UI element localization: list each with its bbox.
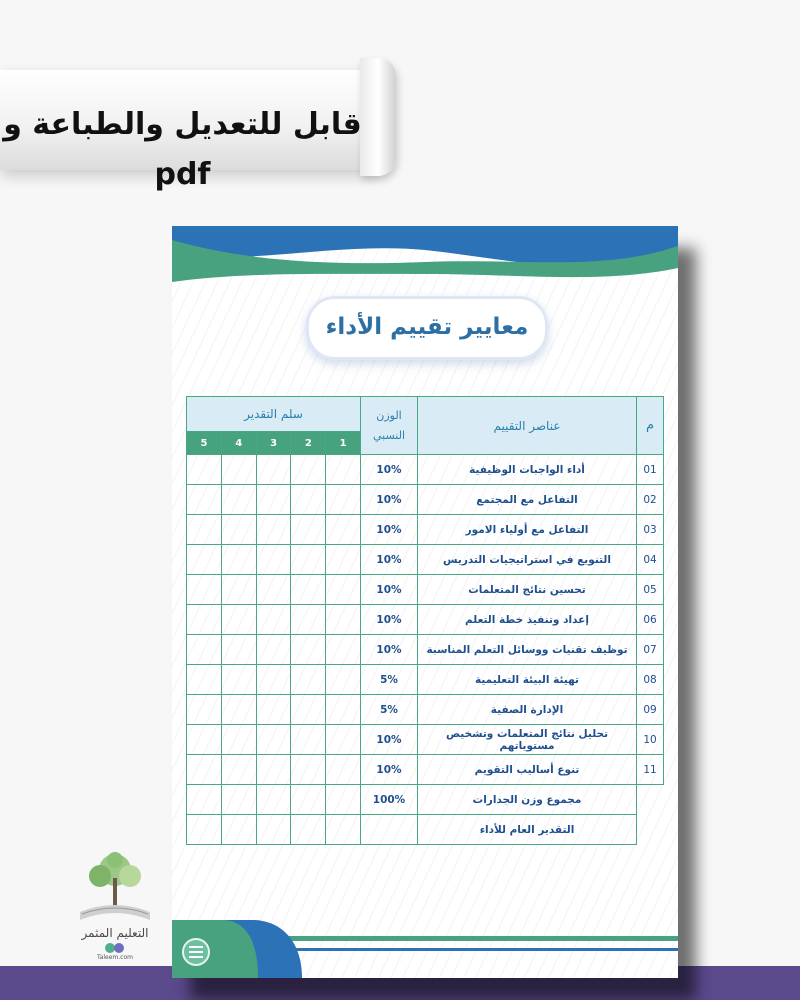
score-cell[interactable] <box>256 485 291 515</box>
score-cell[interactable] <box>256 575 291 605</box>
row-element: توظيف تقنيات ووسائل التعلم المناسبة <box>418 635 637 665</box>
row-weight: 10% <box>361 455 418 485</box>
row-weight: 10% <box>361 605 418 635</box>
table-row <box>187 515 664 545</box>
row-number: 07 <box>637 635 664 665</box>
evaluation-table <box>186 396 664 845</box>
table-row <box>187 695 664 725</box>
row-weight: 10% <box>361 725 418 755</box>
row-number: 08 <box>637 665 664 695</box>
tree-book-icon <box>70 850 160 930</box>
score-cell[interactable] <box>187 455 222 485</box>
score-cell[interactable] <box>326 485 361 515</box>
row-number: 01 <box>637 455 664 485</box>
score-cell[interactable] <box>256 785 291 815</box>
row-weight: 10% <box>361 755 418 785</box>
table-row <box>187 605 664 635</box>
score-cell[interactable] <box>291 455 326 485</box>
score-cell[interactable] <box>291 755 326 785</box>
score-cell[interactable] <box>291 665 326 695</box>
score-cell[interactable] <box>326 455 361 485</box>
scale-level: 4 <box>221 432 256 455</box>
score-cell[interactable] <box>221 605 256 635</box>
scale-level: 3 <box>256 432 291 455</box>
score-cell[interactable] <box>187 605 222 635</box>
score-cell[interactable] <box>326 815 361 845</box>
table-row <box>187 455 664 485</box>
score-cell[interactable] <box>187 665 222 695</box>
score-cell[interactable] <box>187 575 222 605</box>
scale-level: 2 <box>291 432 326 455</box>
score-cell[interactable] <box>291 545 326 575</box>
score-cell[interactable] <box>291 485 326 515</box>
score-cell[interactable] <box>291 695 326 725</box>
score-cell[interactable] <box>326 755 361 785</box>
row-weight: 5% <box>361 665 418 695</box>
scale-level: 1 <box>326 432 361 455</box>
row-number: 10 <box>637 725 664 755</box>
score-cell[interactable] <box>221 815 256 845</box>
score-cell[interactable] <box>221 455 256 485</box>
score-cell[interactable] <box>221 485 256 515</box>
score-cell[interactable] <box>326 695 361 725</box>
score-cell[interactable] <box>291 515 326 545</box>
score-cell[interactable] <box>326 665 361 695</box>
table-row <box>187 545 664 575</box>
score-cell[interactable] <box>256 605 291 635</box>
score-cell[interactable] <box>187 545 222 575</box>
score-cell[interactable] <box>221 785 256 815</box>
score-cell[interactable] <box>221 635 256 665</box>
document-page <box>172 226 678 978</box>
row-element: أداء الواجبات الوظيفية <box>418 455 637 485</box>
table-body <box>187 455 664 785</box>
score-cell[interactable] <box>256 545 291 575</box>
score-cell[interactable] <box>256 635 291 665</box>
banner-text: قابل للتعديل والطباعة و pdf <box>3 107 362 192</box>
table-row <box>187 575 664 605</box>
score-cell[interactable] <box>291 815 326 845</box>
header-wave <box>172 226 678 296</box>
score-cell[interactable] <box>326 605 361 635</box>
row-weight: 10% <box>361 635 418 665</box>
score-cell[interactable] <box>291 785 326 815</box>
score-cell[interactable] <box>187 725 222 755</box>
overall-row <box>187 815 664 845</box>
score-cell[interactable] <box>256 695 291 725</box>
score-cell[interactable] <box>187 755 222 785</box>
row-element: تنوع أساليب التقويم <box>418 755 637 785</box>
score-cell[interactable] <box>291 635 326 665</box>
logo-site: Taleem.com <box>97 954 133 961</box>
overall-spacer <box>637 815 664 845</box>
score-cell[interactable] <box>326 785 361 815</box>
header-scale: سلم التقدير <box>187 397 361 432</box>
total-weight: 100% <box>361 785 418 815</box>
score-cell[interactable] <box>291 725 326 755</box>
row-number: 02 <box>637 485 664 515</box>
score-cell[interactable] <box>221 695 256 725</box>
score-cell[interactable] <box>326 635 361 665</box>
score-cell[interactable] <box>187 695 222 725</box>
score-cell[interactable] <box>187 815 222 845</box>
header-weight <box>361 397 418 455</box>
row-element: الإدارة الصفية <box>418 695 637 725</box>
score-cell[interactable] <box>256 455 291 485</box>
score-cell[interactable] <box>221 725 256 755</box>
brand-logo <box>70 850 160 965</box>
table-row <box>187 485 664 515</box>
row-element: التفاعل مع أولياء الامور <box>418 515 637 545</box>
header-element: عناصر التقييم <box>418 397 637 455</box>
score-cell[interactable] <box>326 515 361 545</box>
header-weight-line1: الوزن <box>376 408 402 422</box>
document-title: معايير تقييم الأداء <box>325 314 529 340</box>
score-cell[interactable] <box>291 605 326 635</box>
score-cell[interactable] <box>187 515 222 545</box>
score-cell[interactable] <box>326 725 361 755</box>
logo-dots <box>70 941 160 955</box>
score-cell[interactable] <box>256 815 291 845</box>
table-row <box>187 635 664 665</box>
score-cell[interactable] <box>221 665 256 695</box>
row-number: 06 <box>637 605 664 635</box>
banner-curl <box>360 58 396 176</box>
score-cell[interactable] <box>221 755 256 785</box>
score-cell[interactable] <box>256 755 291 785</box>
row-weight: 10% <box>361 545 418 575</box>
total-label: مجموع وزن الجدارات <box>418 785 637 815</box>
overall-weight-cell <box>361 815 418 845</box>
row-weight: 10% <box>361 485 418 515</box>
score-cell[interactable] <box>187 785 222 815</box>
row-element: تحليل نتائج المتعلمات وتشخيص مستوياتهم <box>418 725 637 755</box>
row-element: تحسين نتائج المتعلمات <box>418 575 637 605</box>
row-element: التنويع في استراتيجيات التدريس <box>418 545 637 575</box>
row-weight: 10% <box>361 515 418 545</box>
total-row <box>187 785 664 815</box>
score-cell[interactable] <box>256 665 291 695</box>
logo-name: التعليم المثمر <box>81 926 149 940</box>
score-cell[interactable] <box>326 545 361 575</box>
score-cell[interactable] <box>187 485 222 515</box>
score-cell[interactable] <box>326 575 361 605</box>
row-weight: 10% <box>361 575 418 605</box>
row-weight: 5% <box>361 695 418 725</box>
score-cell[interactable] <box>256 515 291 545</box>
row-element: التفاعل مع المجتمع <box>418 485 637 515</box>
total-spacer <box>637 785 664 815</box>
score-cell[interactable] <box>256 725 291 755</box>
scale-level: 5 <box>187 432 222 455</box>
score-cell[interactable] <box>187 635 222 665</box>
table-row <box>187 755 664 785</box>
overall-label: التقدير العام للأداء <box>418 815 637 845</box>
score-cell[interactable] <box>291 575 326 605</box>
score-cell[interactable] <box>221 575 256 605</box>
row-element: إعداد وتنفيذ خطة التعلم <box>418 605 637 635</box>
header-index: م <box>637 397 664 455</box>
table-header-row <box>187 397 664 432</box>
row-element: تهيئة البيئة التعليمية <box>418 665 637 695</box>
row-number: 09 <box>637 695 664 725</box>
table-row <box>187 725 664 755</box>
row-number: 04 <box>637 545 664 575</box>
row-number: 11 <box>637 755 664 785</box>
score-cell[interactable] <box>221 515 256 545</box>
footer-shape <box>172 920 312 978</box>
score-cell[interactable] <box>221 545 256 575</box>
title-box <box>306 296 548 360</box>
row-number: 03 <box>637 515 664 545</box>
header-weight-line2: النسبي <box>372 428 406 442</box>
table-row <box>187 665 664 695</box>
row-number: 05 <box>637 575 664 605</box>
